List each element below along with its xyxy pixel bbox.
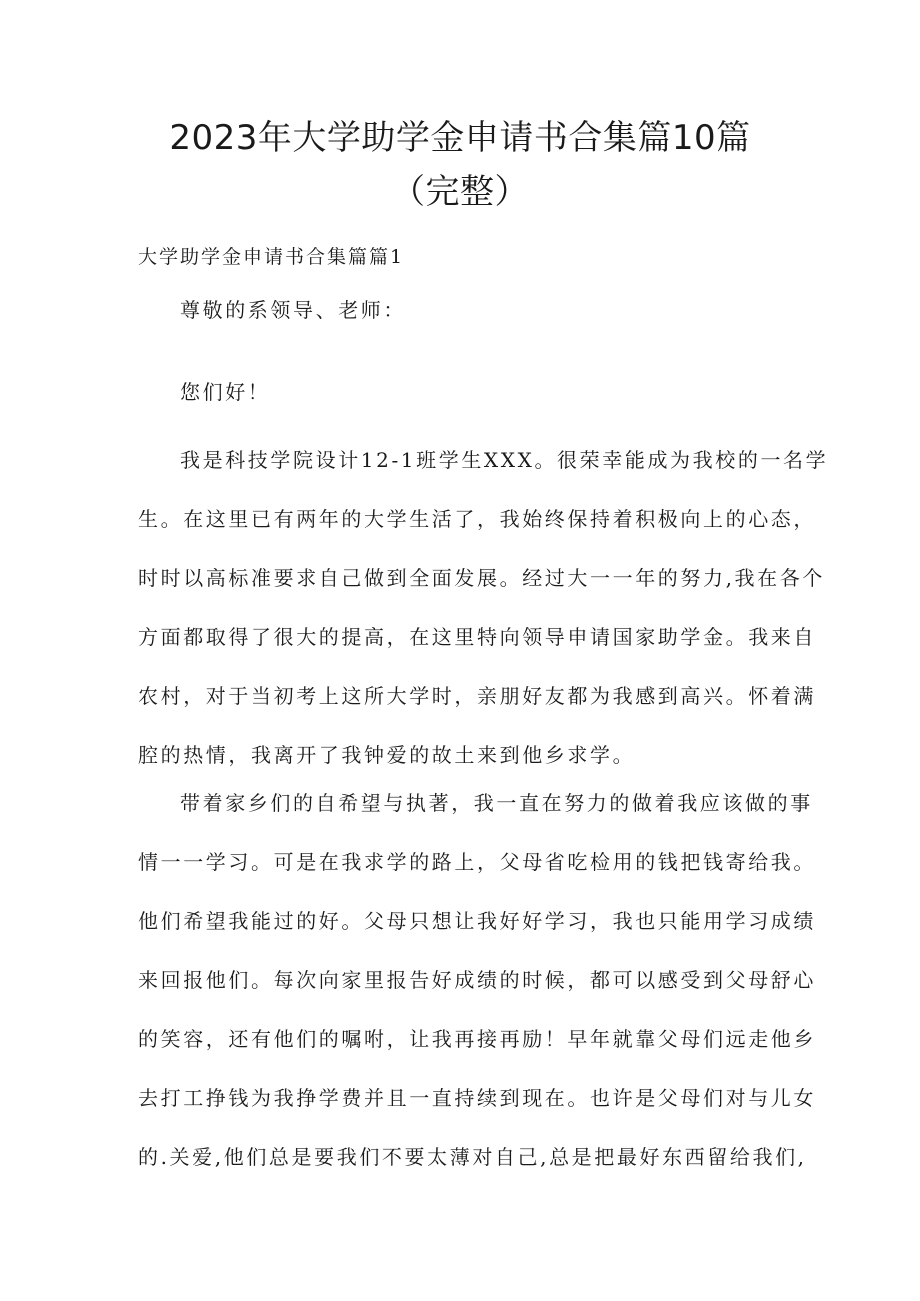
paragraph-line: 腔的热情，我离开了我钟爱的故土来到他乡求学。 [138, 743, 636, 767]
paragraph-line: 来回报他们。每次向家里报告好成绩的时候，都可以感受到父母舒心 [138, 968, 816, 992]
document-title-suffix: （完整） [391, 172, 529, 212]
paragraph-line: 情一一学习。可是在我求学的路上，父母省吃检用的钱把钱寄给我。 [138, 850, 816, 874]
paragraph-line: 我是科技学院设计12-1班学生XXX。很荣幸能成为我校的一名学 [180, 448, 829, 472]
paragraph-line: 时时以高标准要求自己做到全面发展。经过大一一年的努力,我在各个 [138, 566, 825, 590]
paragraph-line: 去打工挣钱为我挣学费并且一直持续到现在。也许是父母们对与儿女 [138, 1086, 816, 1110]
paragraph-line: 农村，对于当初考上这所大学时，亲朋好友都为我感到高兴。怀着满 [138, 684, 816, 708]
paragraph-line: 他们希望我能过的好。父母只想让我好好学习，我也只能用学习成绩 [138, 909, 816, 933]
paragraph-line: 的笑容，还有他们的嘱咐，让我再接再励！早年就靠父母们远走他乡 [138, 1027, 816, 1051]
greeting: 您们好！ [180, 380, 271, 404]
paragraph-line: 带着家乡们的自希望与执著，我一直在努力的做着我应该做的事 [180, 791, 813, 815]
body-paragraph-1 [138, 431, 829, 785]
paragraph-line: 生。在这里已有两年的大学生活了，我始终保持着积极向上的心态， [138, 507, 816, 531]
body-paragraph-2 [138, 774, 816, 1187]
document-title: 2023年大学助学金申请书合集篇10篇 [169, 118, 751, 158]
salutation: 尊敬的系领导、老师： [180, 298, 406, 322]
section-heading: 大学助学金申请书合集篇篇1 [138, 246, 405, 268]
paragraph-line: 的.关爱,他们总是要我们不要太薄对自己,总是把最好东西留给我们, [138, 1145, 807, 1169]
paragraph-line: 方面都取得了很大的提高，在这里特向领导申请国家助学金。我来自 [138, 625, 816, 649]
